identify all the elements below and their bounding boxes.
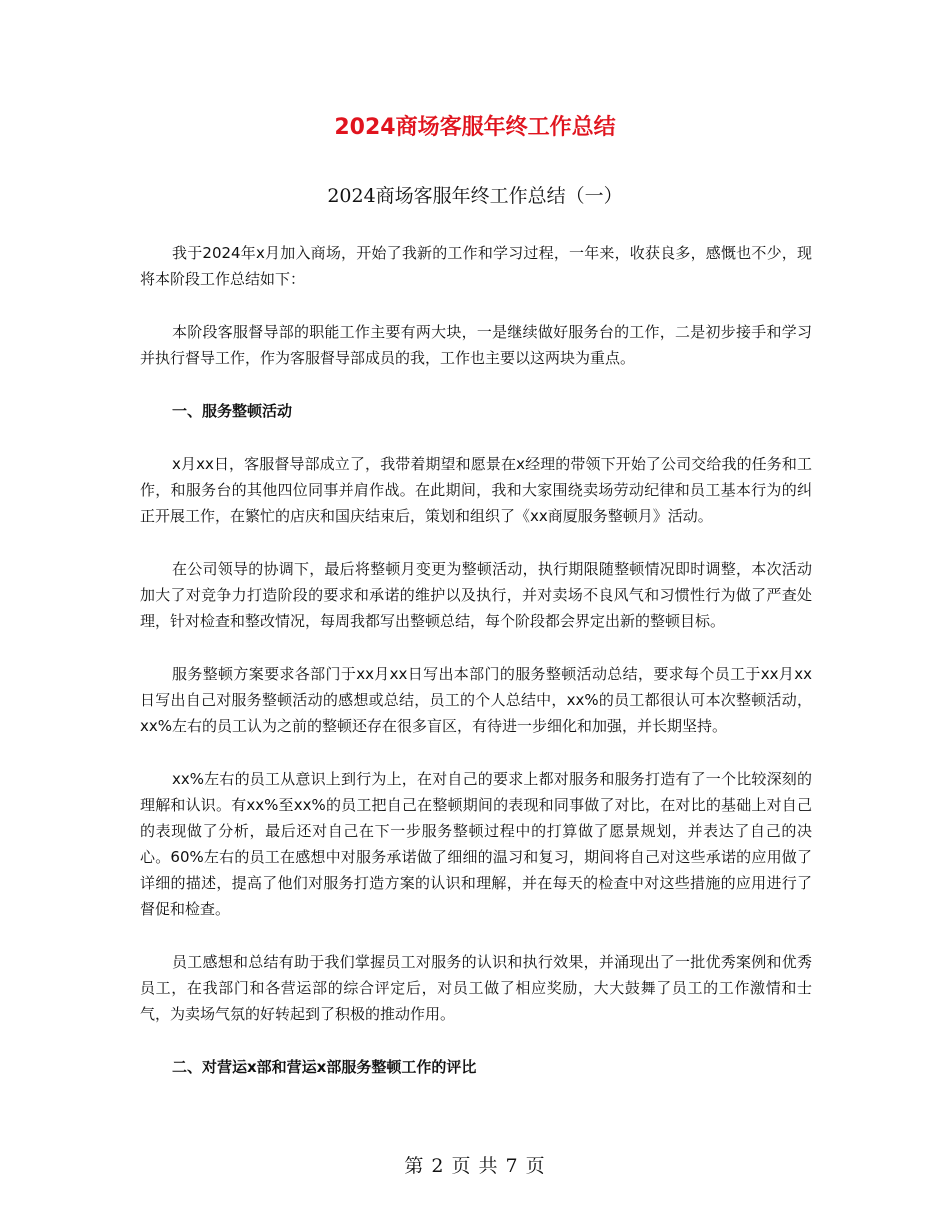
section-heading: 一、服务整顿活动	[172, 402, 293, 420]
paragraph: 在公司领导的协调下，最后将整顿月变更为整顿活动，执行期限随整顿情况即时调整，本次活动加大了对竞争力打造阶段的要求和承诺的维护以及执行，并对卖场不良风气和习惯性行为做了严查处理，针对检查和整改情况，每周我都写出整顿总结，每个阶段都会界定出新的整顿目标。	[140, 560, 812, 630]
paragraph: x月xx日，客服督导部成立了，我带着期望和愿景在x经理的带领下开始了公司交给我的任务和工作，和服务台的其他四位同事并肩作战。在此期间，我和大家围绕卖场劳动纪律和员工基本行为的纠正开展工作，在繁忙的店庆和国庆结束后，策划和组织了《xx商厦服务整顿月》活动。	[140, 455, 812, 525]
paragraph: 我于2024年x月加入商场，开始了我新的工作和学习过程，一年来，收获良多，感慨也不少，现将本阶段工作总结如下：	[140, 244, 812, 288]
document-subtitle: 2024商场客服年终工作总结（一）	[327, 185, 623, 207]
paragraph: 员工感想和总结有助于我们掌握员工对服务的认识和执行效果，并涌现出了一批优秀案例和优秀员工，在我部门和各营运部的综合评定后，对员工做了相应奖励，大大鼓舞了员工的工作激情和士气，为卖场气氛的好转起到了积极的推动作用。	[140, 953, 812, 1023]
paragraph: 服务整顿方案要求各部门于xx月xx日写出本部门的服务整顿活动总结，要求每个员工于xx月xx日写出自己对服务整顿活动的感想或总结，员工的个人总结中，xx%的员工都很认可本次整顿活动，xx%左右的员工认为之前的整顿还存在很多盲区，有待进一步细化和加强，并长期坚持。	[140, 665, 812, 735]
document-title: 2024商场客服年终工作总结	[334, 115, 616, 140]
section-heading: 二、对营运x部和营运x部服务整顿工作的评比	[172, 1058, 477, 1076]
paragraph: 本阶段客服督导部的职能工作主要有两大块，一是继续做好服务台的工作，二是初步接手和学习并执行督导工作，作为客服督导部成员的我，工作也主要以这两块为重点。	[140, 323, 812, 367]
paragraph: xx%左右的员工从意识上到行为上，在对自己的要求上都对服务和服务打造有了一个比较深刻的理解和认识。有xx%至xx%的员工把自己在整顿期间的表现和同事做了对比，在对比的基础上对自己的表现做了分析，最后还对自己在下一步服务整顿过程中的打算做了愿景规划，并表达了自己的决心。60%左右的员工在感想中对服务承诺做了细细的温习和复习，期间将自己对这些承诺的应用做了详细的描述，提高了他们对服务打造方案的认识和理解，并在每天的检查中对这些措施的应用进行了督促和检查。	[140, 770, 812, 918]
document-body	[140, 240, 812, 1107]
page-number-footer: 第 2 页 共 7 页	[404, 1155, 546, 1177]
